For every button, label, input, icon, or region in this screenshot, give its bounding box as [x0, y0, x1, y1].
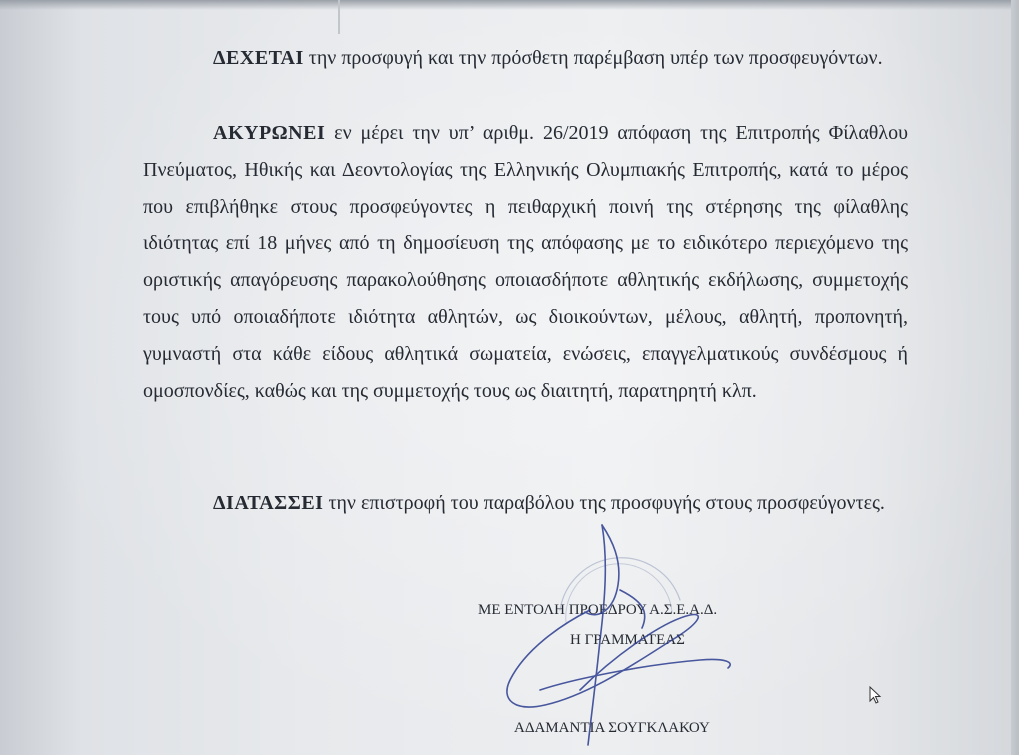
keyword-annuls: ΑΚΥΡΩΝΕΙ: [213, 122, 326, 144]
signature-role-line: Η ΓΡΑΜΜΑΤΕΑΣ: [570, 632, 685, 648]
paragraph-orders: [143, 485, 908, 522]
window-scrollbar[interactable]: [1011, 0, 1019, 755]
signature-order-line: ΜΕ ΕΝΤΟΛΗ ΠΡΟΕΔΡΟΥ Α.Σ.Ε.Α.Δ.: [478, 602, 718, 618]
text-annuls: εν μέρει την υπ’ αριθμ. 26/2019 απόφαση της Επιτροπής Φίλαθλου Πνεύματος, Ηθικής και Δεοντολογίας της Ελληνικής Ολυμπιακής Επιτροπής, κατά το μέρος που επιβλήθηκε στους προσφεύγοντες η πειθαρχική ποινή της στέρησης της φίλαθλης ιδιότητας επί 18 μήνες από τη δημοσίευση της απόφασης με το ειδικότερο περιεχόμενο της οριστικής απαγόρευσης παρακολούθησης οποιασδήποτε αθλητικής εκδήλωσης, συμμετοχής τους υπό οποιαδήποτε ιδιότητα αθλητών, ως διοικούντων, μέλους, αθλητή, προπονητή, γυμναστή στα κάθε είδους αθλητικά σωματεία, ενώσεις, επαγγελματικούς συνδέσμους ή ομοσπονδίες, καθώς και της συμμετοχής τους ως διαιτητή, παρατηρητή κλπ.: [143, 122, 908, 402]
keyword-accepts: ΔΕΧΕΤΑΙ: [213, 47, 304, 69]
screen-top-edge: [0, 0, 1019, 10]
keyword-orders: ΔΙΑΤΑΣΣΕΙ: [213, 492, 324, 514]
page-fold-line: [338, 0, 340, 34]
paragraph-accepts: [143, 40, 908, 77]
text-accepts: την προσφυγή και την πρόσθετη παρέμβαση υπέρ των προσφευγόντων.: [303, 47, 883, 69]
text-orders: την επιστροφή του παραβόλου της προσφυγής στους προσφεύγοντες.: [323, 492, 885, 514]
paragraph-annuls: [143, 115, 908, 409]
signature-name-line: ΑΔΑΜΑΝΤΙΑ ΣΟΥΓΚΛΑΚΟΥ: [514, 720, 710, 736]
mouse-cursor-icon: [869, 686, 883, 706]
